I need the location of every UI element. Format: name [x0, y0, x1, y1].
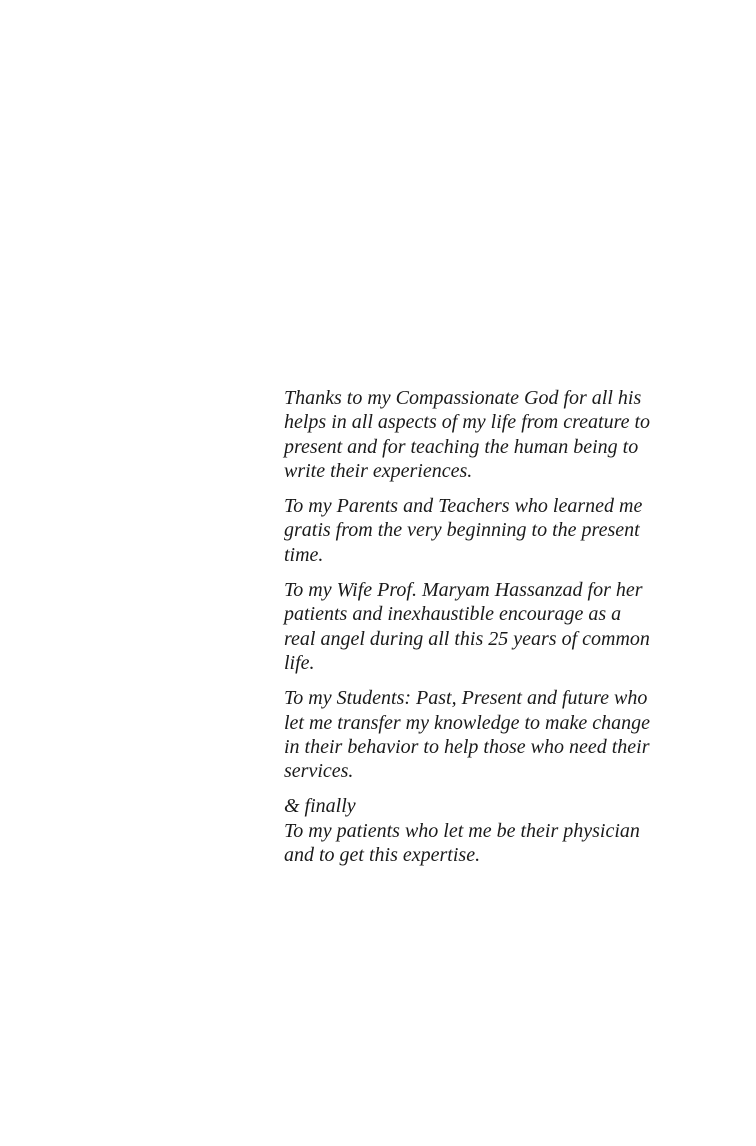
dedication-paragraph-students: To my Students: Past, Present and future who let me transfer my knowledge to make change in their behavior to help those who need their services. — [284, 687, 651, 783]
dedication-paragraph-god: Thanks to my Compassionate God for all his helps in all aspects of my life from creature to present and for teaching the human being to write their experiences. — [284, 387, 651, 482]
dedication-paragraph-parents: To my Parents and Teachers who learned me gratis from the very beginning to the present time. — [284, 495, 643, 566]
dedication-block — [284, 386, 676, 878]
dedication-paragraph-patients: & finally To my patients who let me be their physician and to get this expertise. — [284, 795, 640, 867]
dedication-paragraph-wife: To my Wife Prof. Maryam Hassanzad for her patients and inexhaustible encourage as a real angel during all this 25 years of common life. — [284, 579, 650, 674]
